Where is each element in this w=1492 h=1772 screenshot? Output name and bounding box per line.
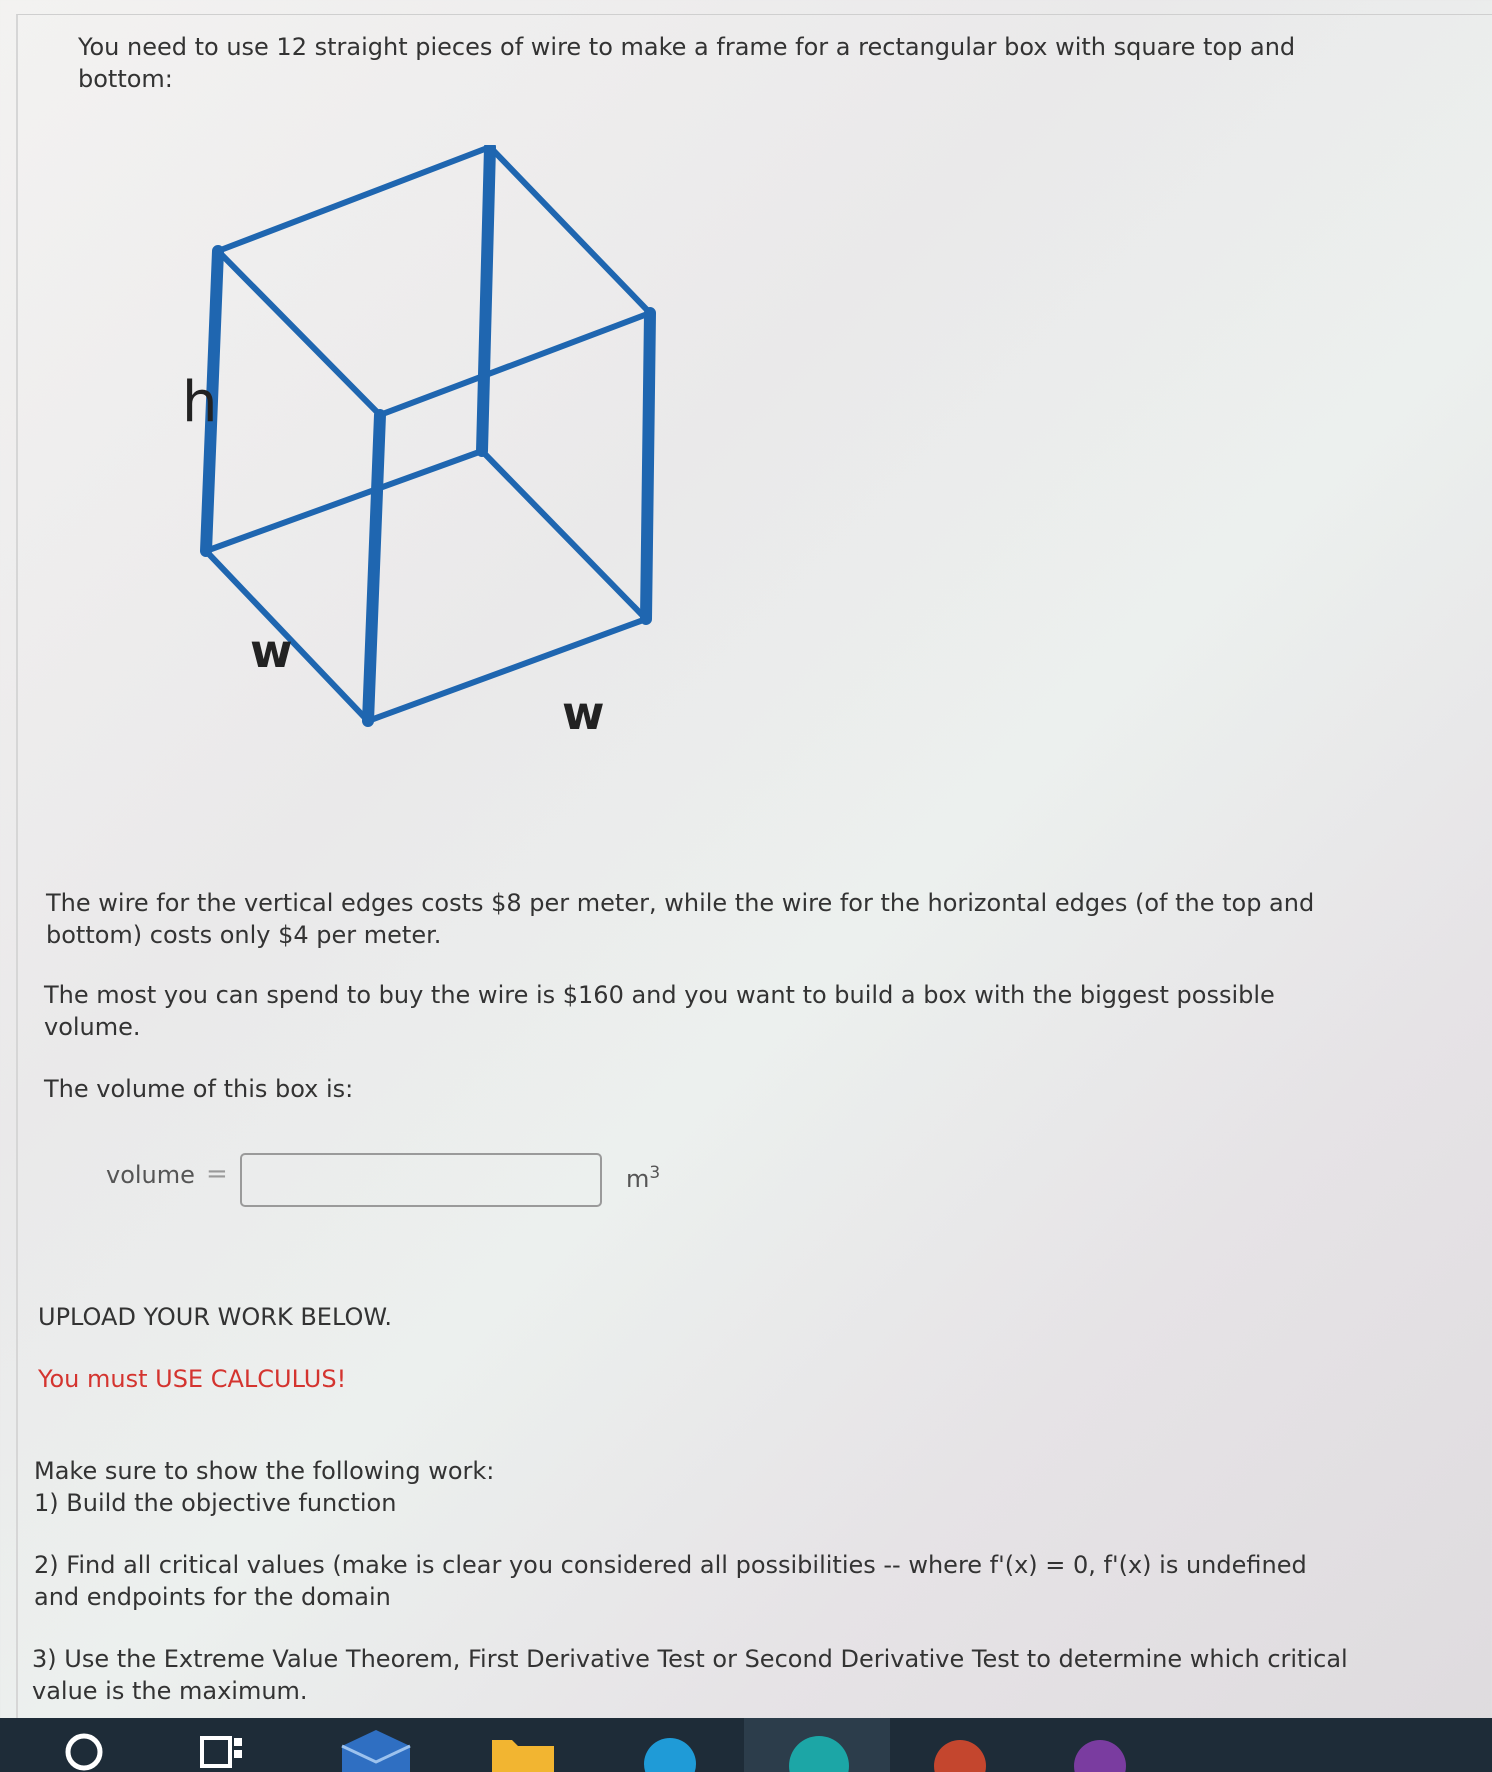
upload-heading: UPLOAD YOUR WORK BELOW. xyxy=(38,1303,392,1331)
label-h: h xyxy=(182,370,218,435)
volume-input[interactable] xyxy=(240,1153,602,1207)
taskbar xyxy=(0,1718,1492,1772)
task-view-icon[interactable] xyxy=(196,1728,252,1772)
top-edge-front-left xyxy=(218,251,380,415)
calculus-warning: You must USE CALCULUS! xyxy=(38,1365,347,1393)
equals-sign: = xyxy=(206,1159,228,1189)
file-explorer-icon[interactable] xyxy=(488,1728,558,1772)
step-1: 1) Build the objective function xyxy=(34,1489,397,1517)
app-icon[interactable] xyxy=(930,1728,990,1772)
unit-exponent: 3 xyxy=(649,1163,661,1183)
browser-icon[interactable] xyxy=(784,1728,854,1772)
bottom-edge-back-left xyxy=(206,451,482,551)
work-instructions xyxy=(34,1455,1354,1519)
show-work-line: Make sure to show the following work: xyxy=(34,1457,495,1485)
vertical-edge-right xyxy=(646,313,650,619)
mail-icon[interactable] xyxy=(336,1728,416,1772)
question-intro: You need to use 12 straight pieces of wire to make a frame for a rectangular box with square top and bottom: xyxy=(78,33,1296,93)
volume-label: volume xyxy=(106,1161,195,1189)
edge-icon[interactable] xyxy=(640,1728,700,1772)
bottom-edge-back-right xyxy=(482,451,646,619)
volume-unit xyxy=(626,1163,660,1193)
step-3: 3) Use the Extreme Value Theorem, First Derivative Test or Second Derivative Test to determine which critical value is the maximum. xyxy=(32,1645,1348,1705)
volume-prompt: The volume of this box is: xyxy=(44,1075,354,1103)
label-w-right: w xyxy=(562,686,605,740)
top-edge-front-right xyxy=(380,313,650,415)
step-2: 2) Find all critical values (make is clear you considered all possibilities -- where f'(x) = 0, f'(x) is undefined and endpoints for the domain xyxy=(34,1551,1307,1611)
volume-answer-row xyxy=(92,1139,792,1209)
search-icon[interactable] xyxy=(60,1728,108,1772)
question-page xyxy=(16,14,1492,1719)
question-budget: The most you can spend to buy the wire is $160 and you want to build a box with the biggest possible volume. xyxy=(44,981,1275,1041)
label-w-left: w xyxy=(250,624,293,678)
top-edge-back-left xyxy=(218,147,490,251)
vertical-edge-back xyxy=(482,147,490,451)
top-edge-back-right xyxy=(490,147,650,313)
vertical-edge-front xyxy=(368,415,380,721)
unit-base: m xyxy=(626,1165,650,1193)
question-costs: The wire for the vertical edges costs $8 per meter, while the wire for the horizontal edges (of the top and bottom) costs only $4 per meter. xyxy=(46,889,1315,949)
app2-icon[interactable] xyxy=(1070,1728,1130,1772)
box-frame-diagram xyxy=(158,145,778,835)
